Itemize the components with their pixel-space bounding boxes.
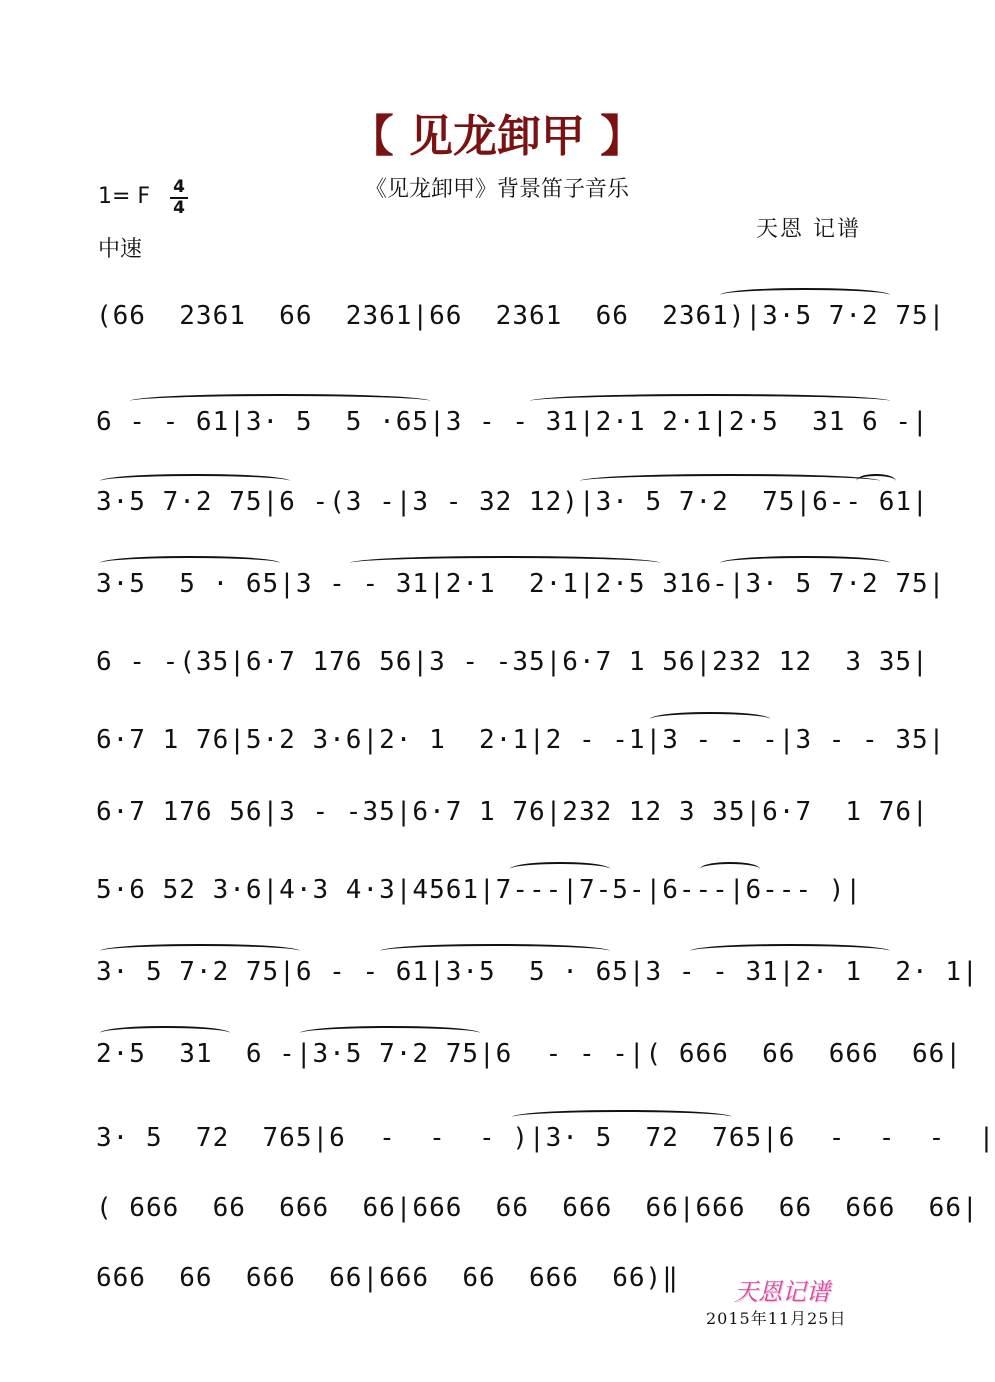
notation-line: 3·5 5 · 65|3 - - 31|2·1 2·1|2·5 316-|3· 5 7·2 75| <box>96 569 946 599</box>
time-signature <box>168 178 190 218</box>
slur-mark <box>700 862 760 876</box>
notation-line: 6 - -(35|6·7 176 56|3 - -35|6·7 1 56|232 12 3 35| <box>96 647 929 677</box>
tempo-marking: 中速 <box>98 237 143 262</box>
time-signature-bottom: 4 <box>173 198 185 218</box>
slur-mark <box>720 288 890 302</box>
slur-mark <box>130 394 430 408</box>
slur-mark <box>650 712 770 726</box>
score-title: 【 见龙卸甲 】 <box>349 111 645 162</box>
slur-mark <box>100 474 290 488</box>
time-signature-top: 4 <box>173 177 185 197</box>
notation-line: 3· 5 7·2 75|6 - - 61|3·5 5 · 65|3 - - 31|2· 1 2· 1| <box>96 957 979 987</box>
notation-line: 3·5 7·2 75|6 -(3 -|3 - 32 12)|3· 5 7·2 75|6-- 61| <box>96 487 929 517</box>
slur-mark <box>100 944 300 958</box>
slur-mark <box>690 944 890 958</box>
slur-mark <box>350 556 660 570</box>
signature-stamp: 天恩记谱 <box>734 1278 830 1306</box>
slur-mark <box>512 1110 732 1124</box>
slur-mark <box>100 1026 230 1040</box>
transcriber-credit: 天恩 记谱 <box>756 217 861 242</box>
notation-line: 6·7 176 56|3 - -35|6·7 1 76|232 12 3 35|6·7 1 76| <box>96 797 929 827</box>
slur-mark <box>580 474 880 488</box>
slur-mark <box>300 1026 480 1040</box>
notation-line: 6·7 1 76|5·2 3·6|2· 1 2·1|2 - -1|3 - - -|3 - - 35| <box>96 725 946 755</box>
slur-mark <box>510 862 610 876</box>
slur-mark <box>380 944 610 958</box>
slur-mark <box>720 556 890 570</box>
slur-mark <box>100 556 280 570</box>
notation-line: (66 2361 66 2361|66 2361 66 2361)|3·5 7·2 75| <box>96 301 946 331</box>
notation-line: 2·5 31 6 -|3·5 7·2 75|6 - - -|( 666 66 666 66| <box>96 1039 962 1069</box>
notation-line: 6 - - 61|3· 5 5 ·65|3 - - 31|2·1 2·1|2·5 31 6 -| <box>96 407 929 437</box>
slur-mark <box>856 474 896 488</box>
key-signature: 1= F <box>98 184 151 209</box>
slur-mark <box>530 394 890 408</box>
score-subtitle: 《见龙卸甲》背景笛子音乐 <box>364 177 629 202</box>
notation-line: 666 66 666 66|666 66 666 66)‖ <box>96 1263 679 1293</box>
notation-line: ( 666 66 666 66|666 66 666 66|666 66 666 66| <box>96 1193 979 1223</box>
date: 2015年11月25日 <box>706 1309 847 1328</box>
notation-line: 3· 5 72 765|6 - - - )|3· 5 72 765|6 - - - | <box>96 1123 995 1153</box>
notation-line: 5·6 52 3·6|4·3 4·3|4561|7---|7-5-|6---|6--- )| <box>96 875 863 905</box>
